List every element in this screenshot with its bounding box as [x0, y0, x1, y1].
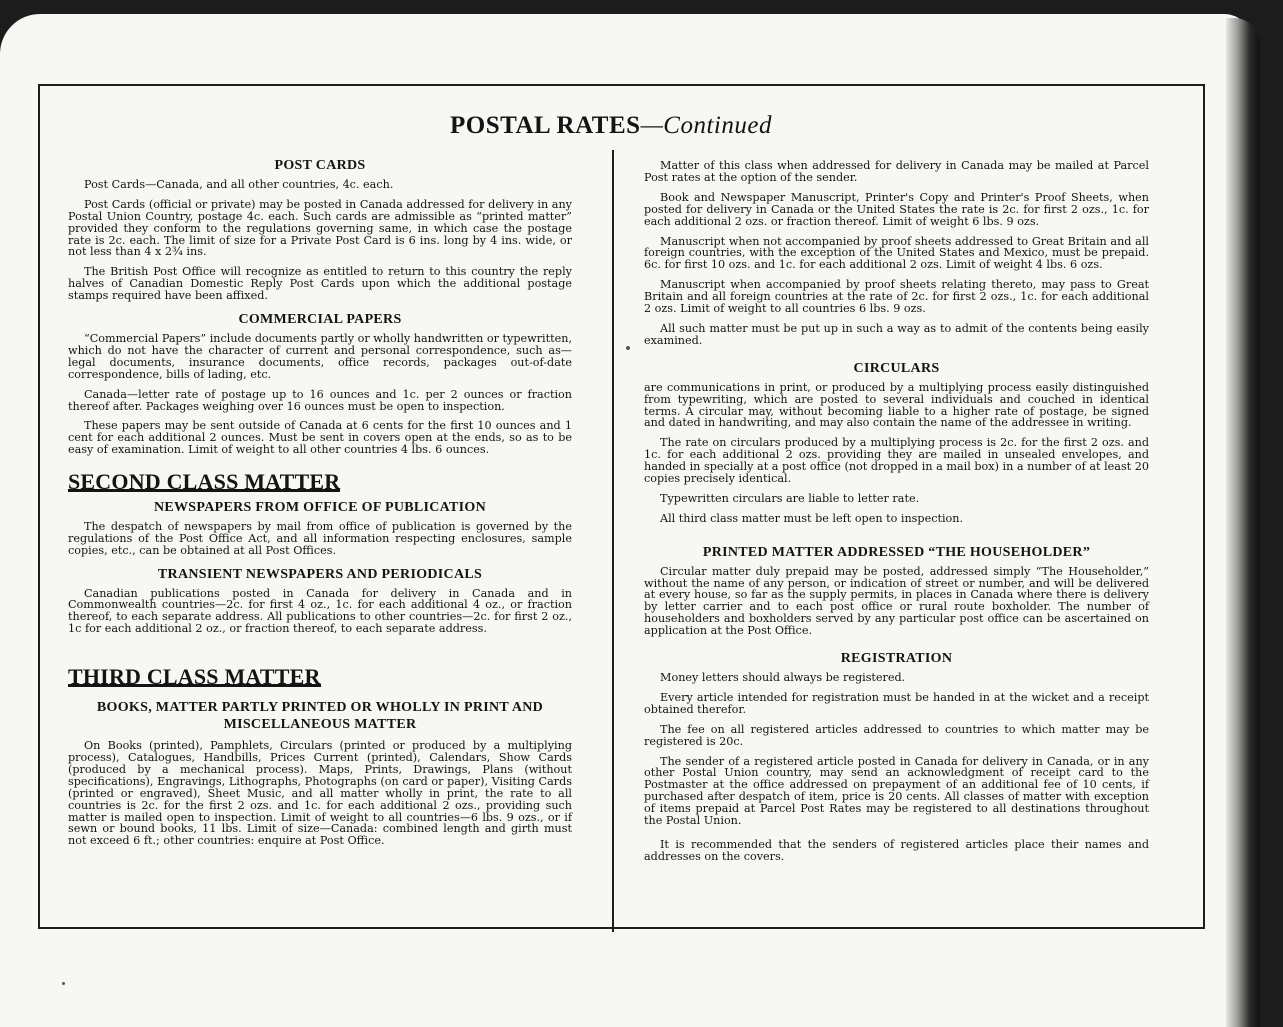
circulars-heading: CIRCULARS	[853, 360, 940, 376]
commercial-papers-paragraph: “Commercial Papers” include documents partly or wholly handwritten or typewritten, which do not have the character of current and personal correspondence, such as—legal documents, insurance documents, office records, packages out-of-date correspondence, bills of lading, etc.	[68, 331, 573, 381]
commercial-papers-paragraph: These papers may be sent outside of Canada at 6 cents for the first 10 ounces and 1 cent for each additional 2 ounces. Must be sent in covers open at the ends, so as to be easy of examination. Limit of weight to all other countries 4 lbs. 6 ounces.	[68, 419, 572, 457]
newspapers-heading: NEWSPAPERS FROM OFFICE OF PUBLICATION	[153, 500, 487, 516]
registration-paragraph: Money letters should always be registered.	[660, 671, 906, 684]
column-divider	[612, 150, 614, 932]
title-main: POSTAL RATES	[450, 112, 641, 139]
registration-heading: REGISTRATION	[840, 651, 953, 667]
post-cards-paragraph: Post Cards—Canada, and all other countries, 4c. each.	[84, 177, 394, 191]
transient-heading: TRANSIENT NEWSPAPERS AND PERIODICALS	[157, 566, 483, 582]
circulars-paragraph: Typewritten circulars are liable to letter rate.	[660, 491, 920, 505]
books-heading: BOOKS, MATTER PARTLY PRINTED OR WHOLLY IN PRINT AND MISCELLANEOUS MATTER	[96, 700, 544, 733]
commercial-papers-paragraph: Canada—letter rate of postage up to 16 ounces and 1c. per 2 ounces or fraction thereof after. Packages weighing over 16 ounces must be open to inspection.	[68, 387, 572, 413]
registration-paragraph: The fee on all registered articles addressed to countries to which matter may be registered is 20c.	[644, 722, 1149, 748]
householder-heading: PRINTED MATTER ADDRESSED “THE HOUSEHOLDER”	[702, 544, 1091, 560]
right-column	[644, 160, 1149, 871]
post-cards-heading: POST CARDS	[274, 158, 366, 173]
third-class-paragraph: Manuscript when not accompanied by proof sheets addressed to Great Britain and all foreign countries, with the exception of the United States and Mexico, must be prepaid. 6c. for first 10 ozs. and 1c. for each additional 2 ozs. Limit of weight 4 lbs. 6 ozs.	[644, 234, 1149, 272]
circulars-paragraph: All third class matter must be left open to inspection.	[660, 511, 964, 525]
third-class-paragraph: Book and Newspaper Manuscript, Printer's Copy and Printer's Proof Sheets, when posted for delivery in Canada or the United States the rate is 2c. for first 2 ozs., 1c. for each additional 2 ozs. or fraction thereof. Limit of weight 6 lbs. 9 ozs.	[644, 190, 1149, 228]
second-class-heading: SECOND CLASS MATTER	[68, 469, 341, 495]
householder-paragraph: Circular matter duly prepaid may be posted, addressed simply “The Householder,” without the name of any person, or indication of street or number, and will be delivered at every house, so far as the supply permits, in places in Canada where there is delivery by letter carrier and to each post office or rural route boxholder. The number of householders and boxholders served by any particular post office can be ascertained on application at the Post Office.	[644, 564, 1149, 638]
post-cards-paragraph: The British Post Office will recognize as entitled to return to this country the reply halves of Canadian Domestic Reply Post Cards upon which the additional postage stamps required have been affixed.	[68, 265, 572, 303]
title-continued: —Continued	[640, 112, 772, 139]
registration-paragraph: The sender of a registered article posted in Canada for delivery in Canada, or in any other Postal Union country, may send an acknowledgment of receipt card to the Postmaster at the office addressed on prepayment of an additional fee of 10 cents, if purchased after despatch of item, price is 20 cents. All classes of matter with exception of items prepaid at Parcel Post Rates may be registered to all destinations throughout the Postal Union.	[644, 754, 1149, 828]
page-title	[0, 112, 1222, 140]
registration-paragraph: Every article intended for registration must be handed in at the wicket and a receipt obtained therefor.	[644, 690, 1149, 716]
circulars-paragraph: are communications in print, or produced by a multiplying process easily distinguished from typewriting, which are posted to several individuals and couched in identical terms. A circular may, without becoming liable to a higher rate of postage, be signed and dated in handwriting, and may also contain the name of the addressee in writing.	[644, 380, 1149, 430]
books-paragraph: On Books (printed), Pamphlets, Circulars (printed or produced by a multiplying process), Catalogues, Handbills, Prices Current (printed), Calendars, Show Cards (produced by a mechanical process). Maps, Prints, Drawings, Plans (without specifications), Engravings, Lithographs, Photographs (on card or paper), Visiting Cards (printed or engraved), Sheet Music, and all matter wholly in print, the rate to all countries is 2c. for the first 2 ozs. and 1c. for each additional 2 ozs., providing such matter is mailed open to inspection. Limit of weight to all countries—6 lbs. 9 ozs., or if sewn or bound books, 11 lbs. Limit of size—Canada: combined length and girth must not exceed 6 ft.; other countries: enquire at Post Office.	[68, 739, 572, 848]
scan-speck	[62, 982, 65, 985]
second-class-heading-wrap	[68, 469, 572, 495]
commercial-papers-heading: COMMERCIAL PAPERS	[238, 312, 402, 328]
third-class-paragraph: All such matter must be put up in such a way as to admit of the contents being easily examined.	[644, 321, 1149, 347]
post-cards-paragraph: Post Cards (official or private) may be posted in Canada addressed for delivery in any Postal Union Country, postage 4c. each. Such cards are admissible as “printed matter” provided they conform to the regulations governing same, in which case the postage rate is 2c. each. The limit of size for a Private Post Card is 6 ins. long by 4 ins. wide, or not less than 4 x 2¾ ins.	[68, 197, 572, 259]
binding-edge	[1226, 18, 1260, 1027]
registration-paragraph: It is recommended that the senders of registered articles place their names and addresses on the covers.	[644, 837, 1149, 863]
transient-paragraph: Canadian publications posted in Canada for delivery in Canada and in Commonwealth countries—2c. for first 4 oz., 1c. for each additional 4 oz., or fraction thereof, to each separate address. All publications to other countries—2c. for first 2 oz., 1c for each additional 2 oz., or fraction thereof, to each separate address.	[68, 586, 572, 636]
third-class-heading: THIRD CLASS MATTER	[68, 664, 321, 690]
third-class-paragraph: Manuscript when accompanied by proof sheets relating thereto, may pass to Great Britain and all foreign countries at the rate of 2c. for first 2 ozs., 1c. for each additional 2 ozs. Limit of weight to all countries 6 lbs. 9 ozs.	[644, 278, 1149, 316]
left-column	[68, 154, 572, 855]
third-class-paragraph: Matter of this class when addressed for delivery in Canada may be mailed at Parcel Post rates at the option of the sender.	[644, 159, 1149, 184]
scan-speck	[626, 346, 630, 350]
third-class-heading-wrap	[68, 664, 572, 690]
newspapers-paragraph: The despatch of newspapers by mail from office of publication is governed by the regulations of the Post Office Act, and all information respecting enclosures, sample copies, etc., can be obtained at all Post Offices.	[68, 519, 572, 557]
circulars-paragraph: The rate on circulars produced by a multiplying process is 2c. for the first 2 ozs. and 1c. for each additional 2 ozs. providing they are mailed in unsealed envelopes, and handed in specially at a post office (not dropped in a mail box) in a number of at least 20 copies precisely identical.	[644, 436, 1149, 486]
